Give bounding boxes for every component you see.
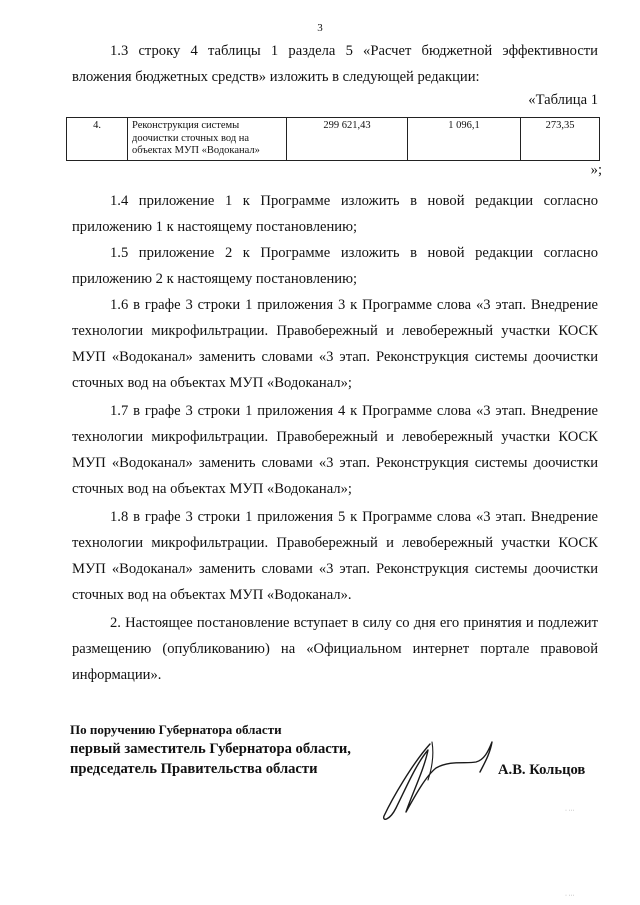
table-row (67, 118, 600, 161)
row-name-cell: Реконструкция системы доочистки сточных вод на объектах МУП «Водоканал» (128, 118, 287, 161)
table-close-quote: »; (590, 162, 602, 178)
signatory-name: А.В. Кольцов (498, 762, 586, 778)
table-caption: «Таблица 1 (528, 92, 598, 108)
handwritten-signature (372, 724, 512, 824)
row-value3-cell: 273,35 (521, 118, 600, 161)
paragraph-1-3: 1.3 строку 4 таблицы 1 раздела 5 «Расчет бюджетной эффективности вложения бюджетных средств» изложить в следующей редакции: (72, 43, 598, 85)
paragraph-1-5: 1.5 приложение 2 к Программе изложить в новой редакции согласно приложению 2 к настоящему постановлению; (72, 245, 598, 287)
scan-mark: · ··· (565, 893, 575, 899)
row-value2-cell: 1 096,1 (408, 118, 521, 161)
paragraph-1-7: 1.7 в графе 3 строки 1 приложения 4 к Программе слова «3 этап. Внедрение технологии микрофильтрации. Правобережный и левобережный участки КОСК МУП «Водоканал» заменить словами «3 этап. Реконструкция системы доочистки сточных вод на объектах МУП «Водоканал»; (72, 403, 598, 497)
signature-block (70, 721, 351, 779)
budget-table (66, 117, 600, 161)
signature-line-1: По поручению Губернатора области (70, 722, 282, 737)
scan-mark: · ··· (565, 808, 575, 814)
paragraph-1-6: 1.6 в графе 3 строки 1 приложения 3 к Программе слова «3 этап. Внедрение технологии микрофильтрации. Правобережный и левобережный участки КОСК МУП «Водоканал» заменить словами «3 этап. Реконструкция системы доочистки сточных вод на объектах МУП «Водоканал»; (72, 297, 598, 391)
row-number-cell: 4. (67, 118, 128, 161)
signature-line-2: первый заместитель Губернатора области, (70, 741, 351, 757)
paragraph-1-4: 1.4 приложение 1 к Программе изложить в новой редакции согласно приложению 1 к настоящему постановлению; (72, 193, 598, 235)
row-value1-cell: 299 621,43 (287, 118, 408, 161)
paragraph-1-8: 1.8 в графе 3 строки 1 приложения 5 к Программе слова «3 этап. Внедрение технологии микрофильтрации. Правобережный и левобережный участки КОСК МУП «Водоканал» заменить словами «3 этап. Реконструкция системы доочистки сточных вод на объектах МУП «Водоканал». (72, 509, 598, 603)
signature-line-3: председатель Правительства области (70, 761, 318, 777)
page-number: 3 (317, 22, 323, 34)
paragraph-2: 2. Настоящее постановление вступает в силу со дня его принятия и подлежит размещению (опубликованию) на «Официальном интернет портале правовой информации». (72, 615, 598, 683)
